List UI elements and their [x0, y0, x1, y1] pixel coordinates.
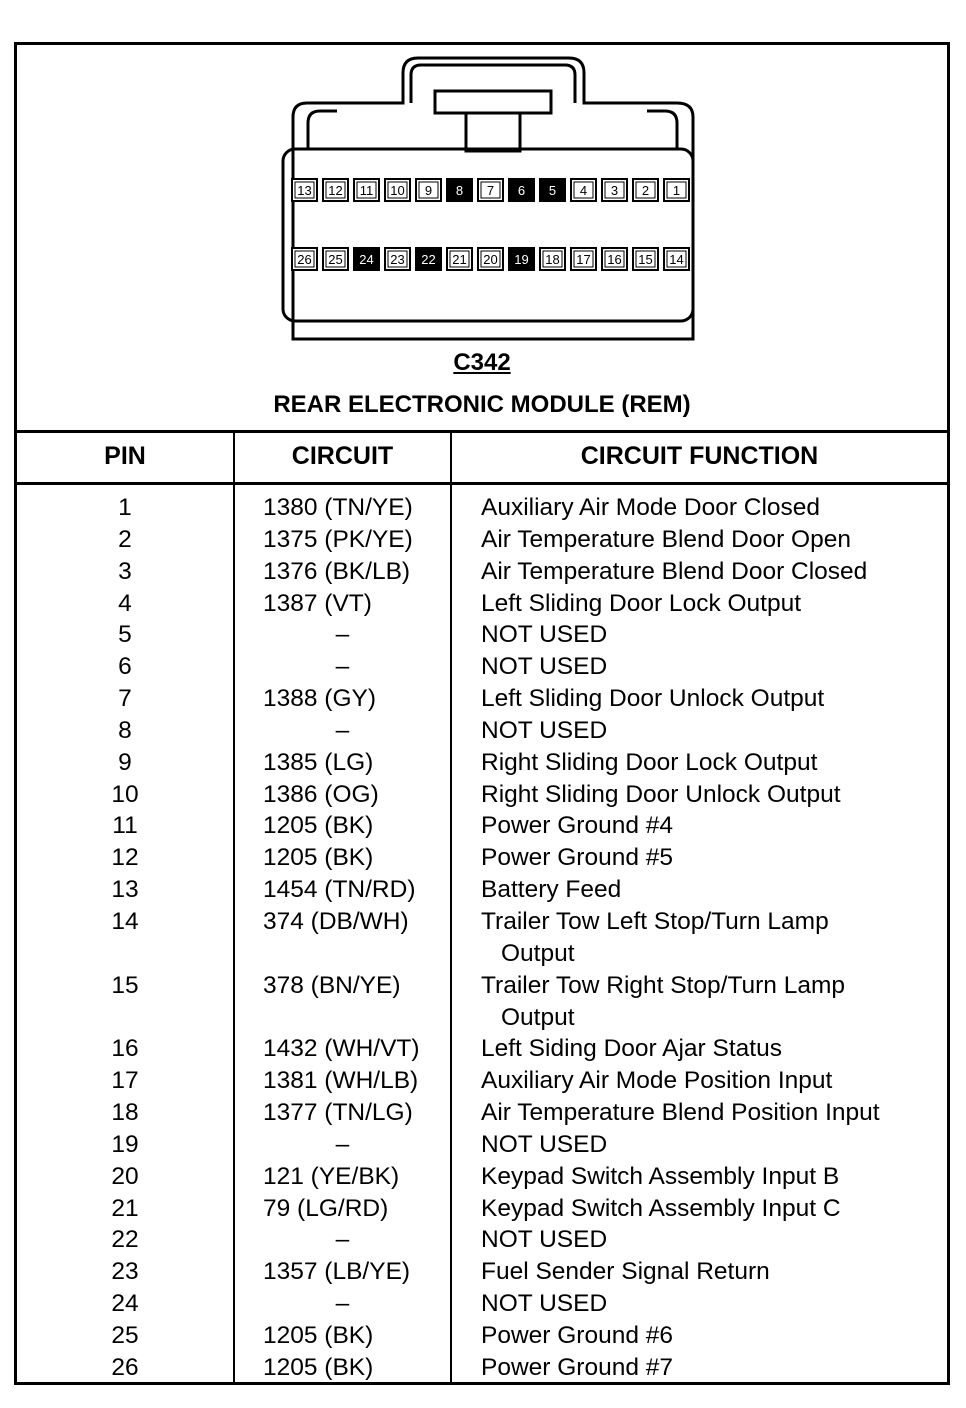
table-row — [17, 1065, 947, 1097]
pin-number: 20 — [111, 1162, 139, 1190]
table-row — [17, 1129, 947, 1161]
connector-pin-14 — [664, 248, 689, 270]
circuit-function — [481, 1161, 839, 1193]
connector-pin-8 — [447, 179, 472, 201]
connector-pin-label: 8 — [455, 183, 464, 198]
pin-number: 7 — [118, 685, 132, 713]
circuit-function-text: Air Temperature Blend Door Closed — [481, 557, 868, 585]
connector-pin-label: 14 — [669, 252, 684, 267]
connector-pin-label: 7 — [486, 183, 495, 198]
circuit-code: 1380 (TN/YE) — [263, 494, 413, 521]
circuit-function-text: Keypad Switch Assembly Input B — [481, 1162, 840, 1190]
circuit-function — [481, 683, 824, 715]
circuit-function-text: Air Temperature Blend Door Open — [481, 525, 851, 553]
pin-number: 4 — [118, 589, 132, 617]
circuit-function-continuation: Output — [501, 1003, 575, 1031]
connector-pin-19 — [509, 248, 534, 270]
circuit-function — [481, 779, 841, 811]
circuit-function — [481, 651, 607, 683]
connector-pin-20 — [478, 248, 503, 270]
connector-pin-label: 17 — [576, 252, 591, 267]
circuit-function — [481, 524, 851, 556]
pin-row-bottom — [292, 248, 689, 270]
connector-pin-label: 22 — [421, 252, 436, 267]
circuit-code: 1432 (WH/VT) — [263, 1035, 420, 1063]
pin-number: 25 — [111, 1321, 139, 1349]
connector-pin-7 — [478, 179, 503, 201]
circuit-function-text: Power Ground #4 — [481, 812, 674, 840]
header-divider-top — [17, 430, 947, 433]
connector-pin-15 — [633, 248, 658, 270]
connector-pin-25 — [323, 248, 348, 270]
circuit-code: 79 (LG/RD) — [263, 1194, 389, 1222]
circuit-function-text: NOT USED — [481, 1226, 608, 1254]
table-row — [17, 1224, 947, 1256]
table-row — [17, 524, 947, 556]
connector-pin-11 — [354, 179, 379, 201]
pin-number: 9 — [118, 748, 132, 776]
pin-number: 26 — [111, 1353, 139, 1381]
circuit-code: – — [335, 1226, 350, 1254]
connector-pin-17 — [571, 248, 596, 270]
connector-pin-6 — [509, 179, 534, 201]
circuit-function-text: Power Ground #5 — [481, 844, 674, 872]
table-row — [17, 683, 947, 715]
circuit-code: 1357 (LB/YE) — [263, 1258, 411, 1286]
table-row — [17, 1352, 947, 1384]
circuit-code: 1375 (PK/YE) — [263, 525, 413, 553]
connector-pin-label: 12 — [328, 183, 343, 198]
circuit-code: 1454 (TN/RD) — [263, 876, 416, 904]
connector-pin-18 — [540, 248, 565, 270]
circuit-function — [481, 1256, 770, 1288]
circuit-code: 1388 (GY) — [263, 685, 377, 713]
circuit-function — [481, 810, 673, 842]
table-row — [17, 810, 947, 842]
table-row — [17, 588, 947, 620]
connector-pin-label: 16 — [607, 252, 622, 267]
pin-number: 5 — [118, 621, 132, 649]
pin-number: 13 — [111, 876, 139, 904]
circuit-function-text: Keypad Switch Assembly Input C — [481, 1194, 841, 1222]
circuit-function-text: NOT USED — [481, 716, 608, 744]
connector-pin-label: 21 — [452, 252, 467, 267]
connector-pin-label: 3 — [610, 183, 619, 198]
circuit-code: – — [335, 621, 350, 649]
circuit-function-text: Auxiliary Air Mode Door Closed — [481, 494, 821, 521]
connector-pin-21 — [447, 248, 472, 270]
circuit-function-text: NOT USED — [481, 1130, 608, 1158]
circuit-code: – — [335, 716, 350, 744]
pin-number: 22 — [111, 1226, 139, 1254]
connector-pin-label: 18 — [545, 252, 560, 267]
connector-pin-10 — [385, 179, 410, 201]
circuit-code: 374 (DB/WH) — [263, 907, 409, 935]
table-row — [17, 1161, 947, 1193]
header-circuit: CIRCUIT — [291, 442, 394, 470]
connector-pin-label: 6 — [517, 183, 526, 198]
circuit-function-continuation: Output — [501, 939, 575, 967]
circuit-function — [481, 1193, 841, 1225]
circuit-code: – — [335, 1130, 350, 1158]
connector-pin-23 — [385, 248, 410, 270]
circuit-function-text: NOT USED — [481, 1290, 608, 1318]
pin-number: 1 — [118, 494, 132, 521]
pin-number: 8 — [118, 716, 132, 744]
connector-pin-label: 20 — [483, 252, 498, 267]
connector-name: REAR ELECTRONIC MODULE (REM) — [273, 391, 691, 418]
circuit-function — [481, 874, 621, 906]
circuit-function-text: Air Temperature Blend Position Input — [481, 1099, 880, 1127]
circuit-function — [481, 747, 817, 779]
circuit-function-text: Power Ground #7 — [481, 1353, 674, 1381]
table-row — [17, 747, 947, 779]
table-row — [17, 492, 947, 524]
table-row — [17, 906, 947, 970]
circuit-function — [481, 1288, 607, 1320]
pin-number: 10 — [111, 780, 139, 808]
circuit-function — [481, 970, 845, 1034]
circuit-function — [481, 1033, 782, 1065]
circuit-code: 121 (YE/BK) — [263, 1162, 400, 1190]
pinout-frame — [14, 42, 950, 1385]
circuit-function — [481, 619, 607, 651]
circuit-code: 1381 (WH/LB) — [263, 1067, 419, 1095]
circuit-function — [481, 556, 867, 588]
circuit-code: 378 (BN/YE) — [263, 971, 401, 999]
circuit-code: 1377 (TN/LG) — [263, 1099, 413, 1127]
circuit-code: – — [335, 1290, 350, 1318]
connector-diagram — [17, 45, 947, 345]
table-row — [17, 874, 947, 906]
circuit-function — [481, 715, 607, 747]
connector-pin-22 — [416, 248, 441, 270]
connector-pin-24 — [354, 248, 379, 270]
connector-pin-label: 9 — [424, 183, 433, 198]
circuit-function-text: Right Sliding Door Lock Output — [481, 748, 818, 776]
pin-number: 18 — [111, 1099, 139, 1127]
connector-pin-1 — [664, 179, 689, 201]
table-row — [17, 715, 947, 747]
circuit-function-text: NOT USED — [481, 653, 608, 681]
circuit-code: 1205 (BK) — [263, 844, 374, 872]
header-circuit-function: CIRCUIT FUNCTION — [580, 442, 819, 470]
table-row — [17, 651, 947, 683]
table-row — [17, 970, 947, 1034]
pin-number: 14 — [111, 907, 139, 935]
circuit-function-text: NOT USED — [481, 621, 608, 649]
connector-pin-label: 2 — [641, 183, 650, 198]
table-row — [17, 779, 947, 811]
circuit-function — [481, 588, 801, 620]
circuit-function-text: Power Ground #6 — [481, 1321, 674, 1349]
circuit-function — [481, 1352, 673, 1384]
table-row — [17, 842, 947, 874]
circuit-code: 1387 (VT) — [263, 589, 372, 617]
circuit-function-text: Trailer Tow Right Stop/Turn Lamp — [481, 971, 846, 999]
connector-pin-label: 24 — [359, 252, 374, 267]
header-divider-bottom — [17, 482, 947, 485]
circuit-code: 1205 (BK) — [263, 812, 374, 840]
connector-pin-26 — [292, 248, 317, 270]
circuit-function-text: Left Siding Door Ajar Status — [481, 1035, 782, 1063]
circuit-function-text: Fuel Sender Signal Return — [481, 1258, 770, 1286]
circuit-function — [481, 1065, 832, 1097]
connector-pin-label: 13 — [297, 183, 312, 198]
circuit-code: 1386 (OG) — [263, 780, 379, 808]
circuit-function-text: Left Sliding Door Unlock Output — [481, 685, 825, 713]
circuit-function — [481, 1097, 880, 1129]
circuit-function — [481, 492, 820, 524]
pin-number: 6 — [118, 653, 132, 681]
circuit-code: 1205 (BK) — [263, 1321, 374, 1349]
connector-pin-5 — [540, 179, 565, 201]
connector-pin-13 — [292, 179, 317, 201]
pin-number: 11 — [112, 812, 138, 840]
table-row — [17, 556, 947, 588]
circuit-code: 1376 (BK/LB) — [263, 557, 411, 585]
table-row — [17, 1256, 947, 1288]
circuit-function-text: Auxiliary Air Mode Position Input — [481, 1067, 833, 1095]
circuit-code: 1385 (LG) — [263, 748, 374, 776]
pin-number: 24 — [111, 1290, 139, 1318]
connector-pin-label: 19 — [514, 252, 529, 267]
table-row — [17, 1193, 947, 1225]
connector-pin-label: 5 — [548, 183, 557, 198]
connector-pin-3 — [602, 179, 627, 201]
circuit-function-text: Left Sliding Door Lock Output — [481, 589, 802, 617]
pin-number: 12 — [111, 844, 139, 872]
circuit-function — [481, 906, 829, 970]
connector-pin-label: 11 — [359, 183, 374, 198]
connector-pin-label: 23 — [390, 252, 405, 267]
circuit-code: 1205 (BK) — [263, 1353, 374, 1381]
table-row — [17, 1288, 947, 1320]
pin-row-top — [292, 179, 689, 201]
connector-pin-label: 26 — [297, 252, 312, 267]
pin-number: 2 — [118, 525, 132, 553]
circuit-function — [481, 842, 673, 874]
circuit-function — [481, 1320, 673, 1352]
connector-id: C342 — [453, 349, 511, 376]
table-row — [17, 1320, 947, 1352]
connector-pin-label: 25 — [328, 252, 343, 267]
circuit-function-text: Battery Feed — [481, 876, 622, 904]
circuit-function — [481, 1129, 607, 1161]
circuit-function — [481, 1224, 607, 1256]
table-row — [17, 619, 947, 651]
pin-number: 16 — [111, 1035, 139, 1063]
connector-pin-label: 1 — [672, 183, 681, 198]
pin-number: 21 — [111, 1194, 139, 1222]
table-row — [17, 1097, 947, 1129]
connector-pin-label: 4 — [579, 183, 588, 198]
connector-pin-2 — [633, 179, 658, 201]
pin-number: 17 — [111, 1067, 139, 1095]
circuit-code: – — [335, 653, 350, 681]
connector-pin-label: 10 — [390, 183, 405, 198]
connector-pin-label: 15 — [638, 252, 653, 267]
connector-pin-9 — [416, 179, 441, 201]
connector-pin-16 — [602, 248, 627, 270]
pin-number: 15 — [111, 971, 139, 999]
pin-number: 3 — [118, 557, 132, 585]
table-row — [17, 1033, 947, 1065]
pinout-table-body — [17, 492, 947, 1384]
circuit-function-text: Right Sliding Door Unlock Output — [481, 780, 841, 808]
header-pin: PIN — [104, 442, 146, 470]
connector-pin-4 — [571, 179, 596, 201]
circuit-function-text: Trailer Tow Left Stop/Turn Lamp — [481, 907, 829, 935]
pin-number: 23 — [111, 1258, 139, 1286]
pin-number: 19 — [111, 1130, 139, 1158]
connector-pin-12 — [323, 179, 348, 201]
